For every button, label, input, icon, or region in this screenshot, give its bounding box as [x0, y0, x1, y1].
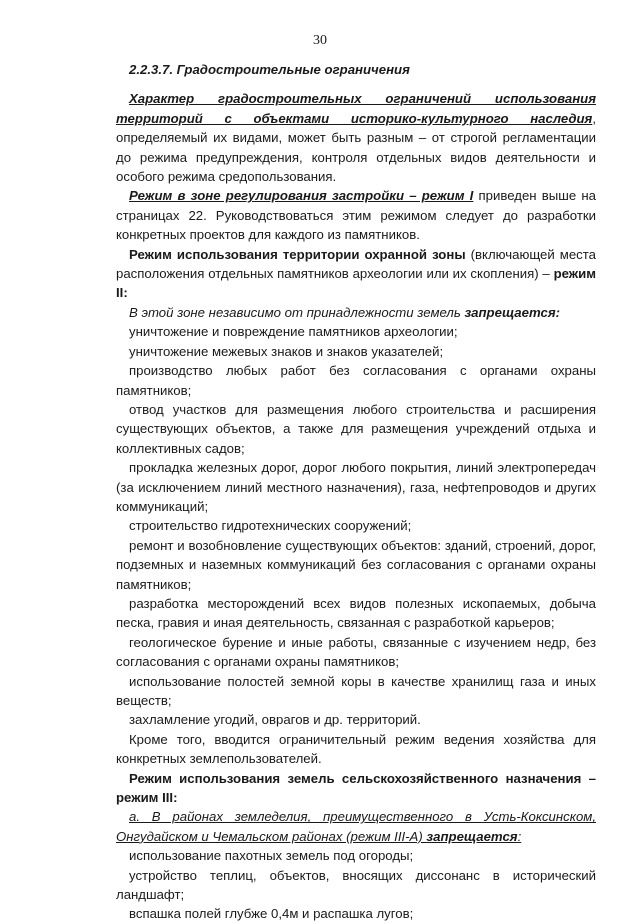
list-item: производство любых работ без согласования с органами охраны памятников; — [116, 363, 596, 398]
mode-3a-intro — [116, 807, 596, 846]
list-item: разработка месторождений всех видов полезных ископаемых, добыча песка, гравия и иная деятельность, связанная с разработкой карьеров; — [116, 595, 596, 631]
page-content — [116, 60, 596, 924]
prohibition-intro-text: В этой зоне независимо от принадлежности земель — [129, 304, 465, 320]
mode-3a-text: а. В районах земледелия, преимущественного в Усть-Коксинском, Онгудайском и Чемальском районах (режим III-А) — [116, 809, 596, 844]
mode-2-label: режим II: — [116, 266, 596, 301]
list-item: вспашка полей глубже 0,4м и распашка лугов; — [129, 906, 414, 922]
list-item: прокладка железных дорог, дорог любого покрытия, линий электропередач (за исключением линий местного назначения), газа, нефтепроводов и других коммуникаций; — [116, 460, 596, 514]
mode-3-title: Режим использования земель сельскохозяйственного назначения – режим III: — [116, 770, 596, 806]
mode-1-title: Режим в зоне регулирования застройки – режим I — [129, 188, 474, 204]
prohibited-label: запрещается: — [464, 304, 560, 320]
mode-2-title: Режим использования территории охранной зоны — [129, 246, 466, 262]
list-item: строительство гидротехнических сооружений; — [129, 518, 412, 534]
paragraph-text: , определяемый их видами, может быть разным – от строгой регламентации до режима предупреждения, контроля отдельных видов деятельности и особого режима средопользования. — [116, 110, 596, 185]
paragraph-text: (включающей места расположения отдельных памятников археологии или их скопления) – — [116, 246, 596, 282]
list-item: геологическое бурение и иные работы, связанные с изучением недр, без согласования с органами охраны памятников; — [116, 634, 596, 670]
list-item: отвод участков для размещения любого строительства и расширения существующих объектов, а также для размещения учреждений отдыха и коллективных садов; — [116, 401, 596, 456]
list-item: устройство теплиц, объектов, вносящих диссонанс в исторический ландшафт; — [116, 867, 596, 903]
list-item: уничтожение межевых знаков и знаков указателей; — [129, 343, 444, 359]
paragraph-mode-1 — [116, 186, 596, 244]
prohibited-label: запрещается — [426, 828, 518, 844]
list-item: Кроме того, вводится ограничительный режим ведения хозяйства для конкретных землепользователей. — [116, 731, 596, 767]
page-number: 30 — [313, 33, 327, 48]
list-item: использование пахотных земель под огороды; — [129, 848, 414, 864]
paragraph-title: Характер градостроительных ограничений использования территорий с объектами историко-культурного наследия — [116, 91, 596, 126]
paragraph-mode-2 — [116, 245, 596, 303]
paragraph-character — [116, 89, 596, 186]
paragraph-text: приведен выше на страницах 22. Руководствоваться этим режимом следует до разработки конкретных проектов для каждого из памятников. — [116, 188, 596, 243]
list-item: ремонт и возобновление существующих объектов: зданий, строений, дорог, подземных и наземных коммуникаций без согласования с органами охраны памятников; — [116, 537, 596, 592]
prohibition-intro — [116, 303, 596, 322]
list-item: уничтожение и повреждение памятников археологии; — [129, 324, 458, 340]
list-item: использование полостей земной коры в качестве хранилищ газа и иных веществ; — [116, 673, 596, 708]
mode-3a-colon: : — [517, 828, 522, 844]
section-heading: 2.2.3.7. Градостроительные ограничения — [129, 62, 410, 77]
list-item: захламление угодий, оврагов и др. территорий. — [129, 712, 421, 728]
